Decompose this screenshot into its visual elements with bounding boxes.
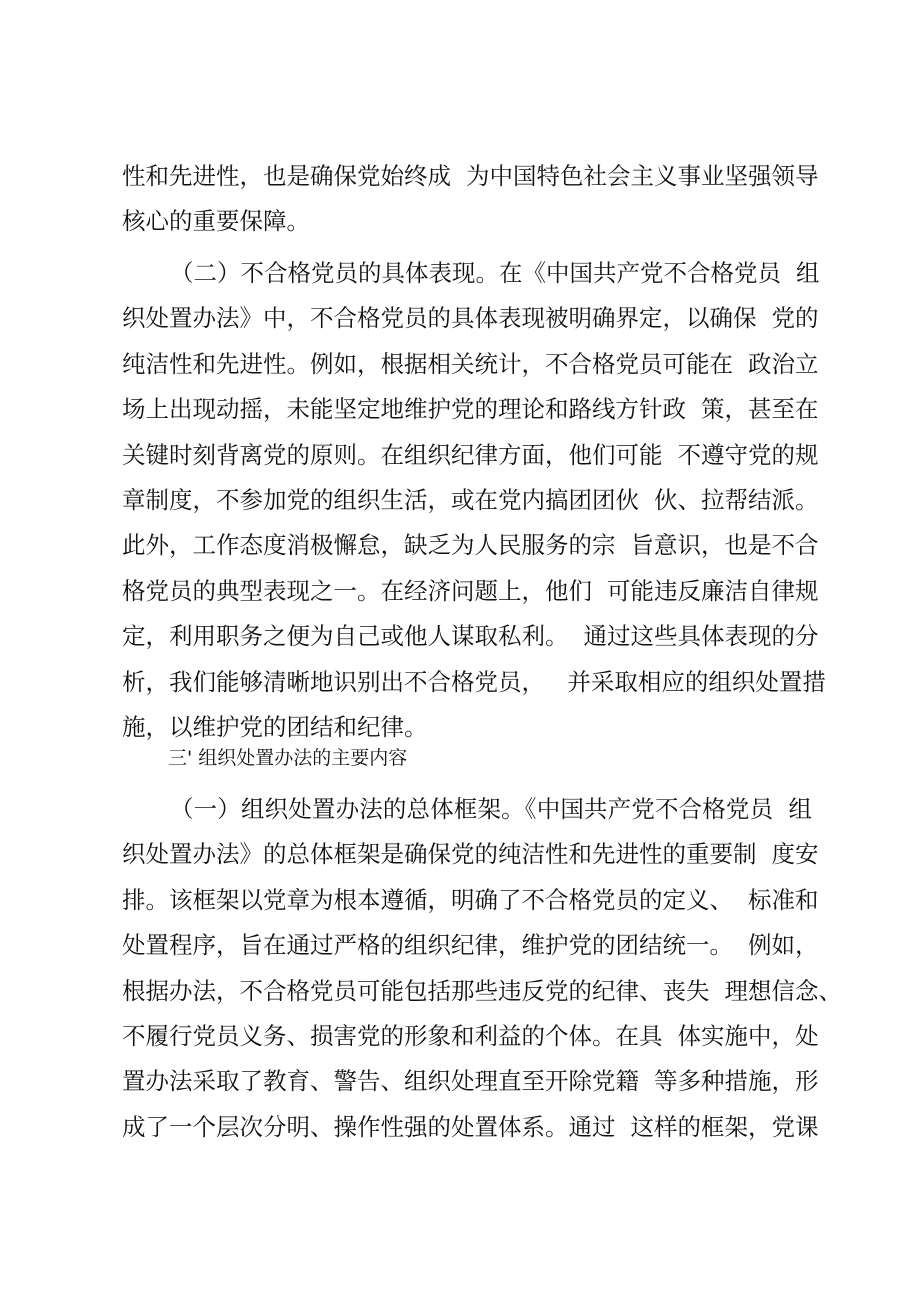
text-line: 析，我们能够清晰地识别出不合格党员， 并采取相应的组织处置措 xyxy=(122,667,826,696)
text-line: 处置程序，旨在通过严格的组织纪律，维护党的团结统一。 例如， xyxy=(122,931,819,960)
text-line: 成了一个层次分明、操作性强的处置体系。通过 这样的框架，党课 xyxy=(122,1112,819,1141)
text-line: 格党员的典型表现之一。在经济问题上，他们 可能违反廉洁自律规 xyxy=(122,576,819,605)
text-line: 施，以维护党的团结和纪律。 xyxy=(122,712,428,741)
text-line: 不履行党员义务、损害党的形象和利益的个体。在具 体实施中，处 xyxy=(122,1021,819,1050)
text-line: 置办法采取了教育、警告、组织处理直至开除党籍 等多种措施，形 xyxy=(122,1067,819,1096)
text-line: 织处置办法》的总体框架是确保党的纯洁性和先进性的重要制 度安 xyxy=(122,840,819,869)
section-heading: 三' 组织处置办法的主要内容 xyxy=(168,747,408,769)
text-line: 织处置办法》中，不合格党员的具体表现被明确界定，以确保 党的 xyxy=(122,304,819,333)
text-line: 此外，工作态度消极懈怠，缺乏为人民服务的宗 旨意识，也是不合 xyxy=(122,531,819,560)
text-line: 排。该框架以党章为根本遵循，明确了不合格党员的定义、 标准和 xyxy=(122,885,819,914)
text-line: 核心的重要保障。 xyxy=(122,207,310,236)
text-line: 根据办法，不合格党员可能包括那些违反党的纪律、丧失 理想信念、 xyxy=(122,976,842,1005)
text-line: 关键时刻背离党的原则。在组织纪律方面，他们可能 不遵守党的规 xyxy=(122,440,819,469)
text-line: 纯洁性和先进性。例如，根据相关统计，不合格党员可能在 政治立 xyxy=(122,349,819,378)
text-line: 性和先进性，也是确保党始终成 为中国特色社会主义事业坚强领导 xyxy=(122,162,819,190)
text-line: （二）不合格党员的具体表现。在《中国共产党不合格党员 组 xyxy=(170,259,820,287)
text-line: 场上出现动摇，未能坚定地维护党的理论和路线方针政 策，甚至在 xyxy=(122,395,819,424)
paragraph-3 xyxy=(122,787,842,1150)
text-line: 定，利用职务之便为自己或他人谋取私利。 通过这些具体表现的分 xyxy=(122,622,819,651)
paragraph-2 xyxy=(122,251,826,750)
text-line: （一）组织处置办法的总体框架。《中国共产党不合格党员 组 xyxy=(170,795,812,823)
text-line: 章制度，不参加党的组织生活，或在党内搞团团伙 伙、拉帮结派。 xyxy=(122,485,819,514)
paragraph-1 xyxy=(122,154,819,245)
